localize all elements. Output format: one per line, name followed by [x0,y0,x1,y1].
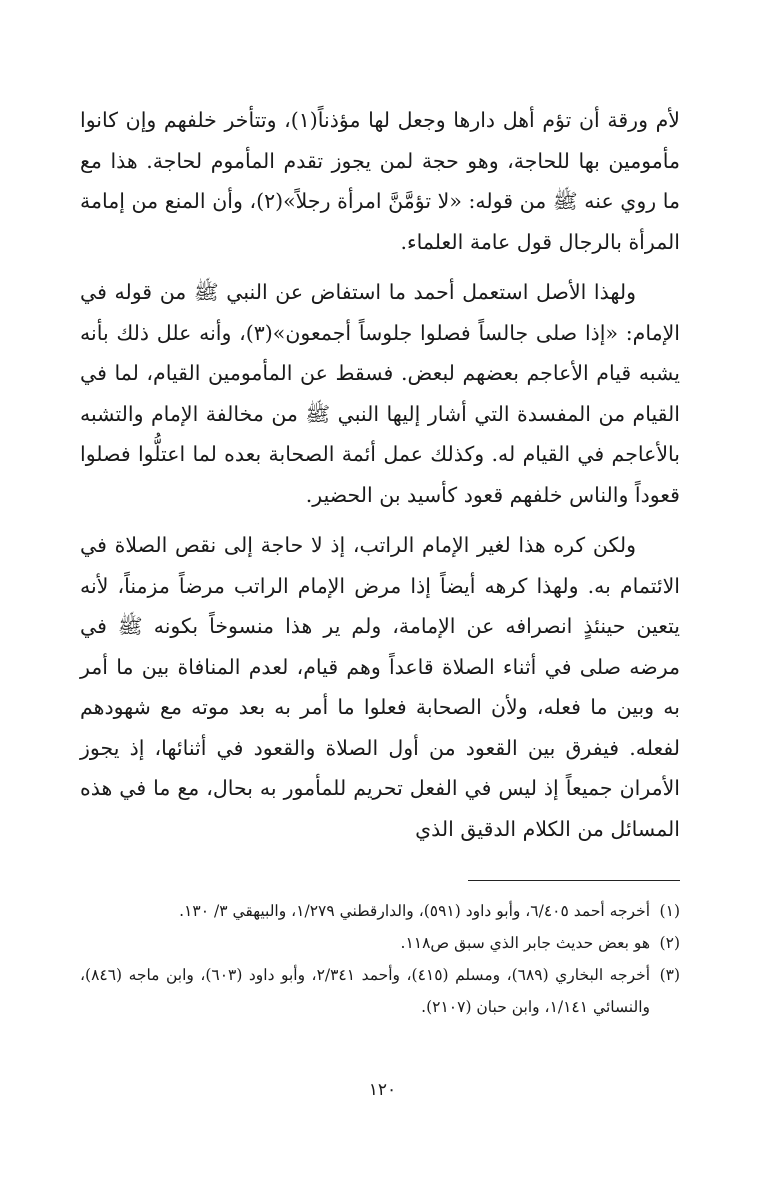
footnote-2 [80,927,680,959]
page-number: ١٢٠ [368,1080,397,1100]
footnote-2-number: (٢) [659,934,680,952]
footnote-3 [80,959,680,1023]
paragraph-2: ولهذا الأصل استعمل أحمد ما استفاض عن النبي ﷺ من قوله في الإمام: «إذا صلى جالساً فصلوا جلوساً أجمعون»(٣)، وأنه علل ذلك بأنه يشبه قيام الأعاجم بعضهم لبعض. فسقط عن المأمومين القيام، لما في القيام من المفسدة التي أشار إليها النبي ﷺ من مخالفة الإمام والتشبه بالأعاجم في القيام له. وكذلك عمل أئمة الصحابة بعده لما اعتلُّوا فصلوا قعوداً والناس خلفهم قعود كأسيد بن الحضير. [80,280,680,507]
footnote-3-text: أخرجه البخاري (٦٨٩)، ومسلم (٤١٥)، وأحمد ٢/٣٤١، وأبو داود (٦٠٣)، وابن ماجه (٨٤٦)، والنسائي ١/١٤١، وابن حبان (٢١٠٧). [80,966,651,1016]
footnote-separator [468,880,680,881]
footnote-2-text: هو بعض حديث جابر الذي سبق ص١١٨. [400,934,650,952]
main-text [80,100,680,859]
footnote-3-number: (٣) [659,966,681,984]
paragraph-1: لأم ورقة أن تؤم أهل دارها وجعل لها مؤذناً(١)، وتتأخر خلفهم وإن كانوا مأمومين بها للحاجة، وهو حجة لمن يجوز تقدم المأموم لحاجة. هذا مع ما روي عنه ﷺ من قوله: «لا تؤمَّنَّ امرأة رجلاً»(٢)، وأن المنع من إمامة المرأة بالرجال قول عامة العلماء. [80,108,680,254]
footnote-1-text: أخرجه أحمد ٦/٤٠٥، وأبو داود (٥٩١)، والدارقطني ١/٢٧٩، والبيهقي ٣/ ١٣٠. [179,902,650,920]
footnote-1-number: (١) [659,902,680,920]
paragraph-3: ولكن كره هذا لغير الإمام الراتب، إذ لا حاجة إلى نقص الصلاة في الائتمام به. ولهذا كرهه أيضاً إذا مرض الإمام الراتب مرضاً مزمناً، لأنه يتعين حينئذٍ انصرافه عن الإمامة، ولم ير هذا منسوخاً بكونه ﷺ في مرضه صلى في أثناء الصلاة قاعداً وهم قيام، لعدم المنافاة بين ما أمر به وبين ما فعله، ولأن الصحابة فعلوا ما أمر به بعد موته مع شهودهم لفعله. فيفرق بين القعود من أول الصلاة والقعود في أثنائها، إذ يجوز الأمران جميعاً إذ ليس في الفعل تحريم للمأمور به بحال، مع ما في هذه المسائل من الكلام الدقيق الذي [80,533,680,841]
footnotes [80,895,680,1023]
footnote-1 [80,895,680,927]
